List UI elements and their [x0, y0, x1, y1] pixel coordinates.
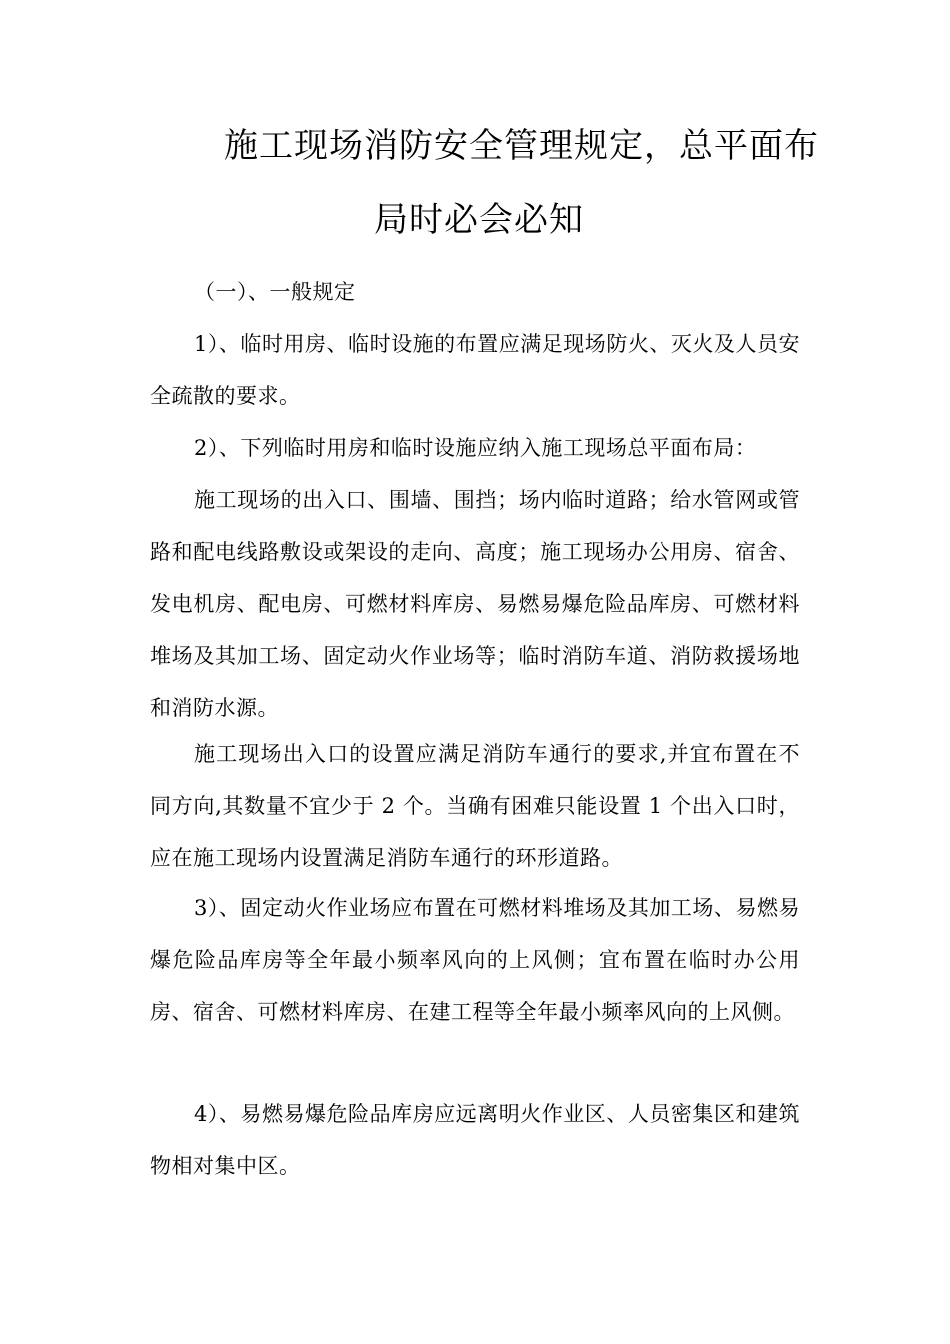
paragraph-6: 4）、易燃易爆危险品库房应远离明火作业区、人员密集区和建筑物相对集中区。: [150, 1102, 800, 1178]
paragraph-1: 1）、临时用房、临时设施的布置应满足现场防火、灭火及人员安全疏散的要求。: [150, 332, 800, 408]
paragraph-4: 施工现场出入口的设置应满足消防车通行的要求,并宜布置在不同方向,其数量不宜少于 2 个。当确有困难只能设置 1 个出入口时，应在施工现场内设置满足消防车通行的环形道路。: [150, 742, 800, 870]
paragraph-2: 2）、下列临时用房和临时设施应纳入施工现场总平面布局：: [194, 436, 757, 460]
paragraph-5: 3）、固定动火作业场应布置在可燃材料堆场及其加工场、易燃易爆危险品库房等全年最小频率风向的上风侧；宜布置在临时办公用房、宿舍、可燃材料库房、在建工程等全年最小频率风向的上风侧。: [150, 896, 800, 1024]
section-heading: （一）、一般规定: [194, 280, 356, 304]
title-line-1: 施工现场消防安全管理规定，总平面布: [224, 126, 819, 166]
paragraph-3: 施工现场的出入口、围墙、围挡；场内临时道路；给水管网或管路和配电线路敷设或架设的走向、高度；施工现场办公用房、宿舍、发电机房、配电房、可燃材料库房、易燃易爆危险品库房、可燃材料堆场及其加工场、固定动火作业场等；临时消防车道、消防救援场地和消防水源。: [150, 488, 800, 720]
title-line-2: 局时必会必知: [374, 200, 584, 240]
